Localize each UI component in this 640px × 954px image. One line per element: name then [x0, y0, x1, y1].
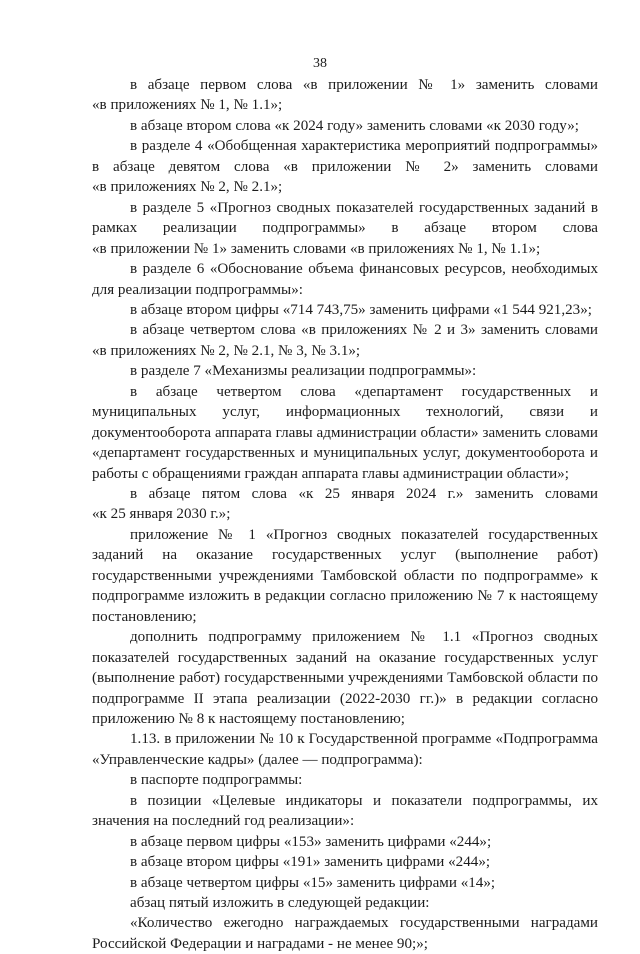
text-line: в абзаце четвертом слова «департамент государственных и — [130, 384, 598, 400]
text-line: дополнить подпрограмму приложением № 1.1 «Прогноз сводных — [130, 629, 598, 645]
text-line: работы с обращениями граждан аппарата главы администрации области»; — [92, 466, 569, 482]
text-line: в разделе 4 «Обобщенная характеристика мероприятий подпрограммы» — [130, 138, 598, 154]
text-line: муниципальных услуг, информационных технологий, связи и — [92, 404, 598, 420]
text-line: подпрограмме II этапа реализации (2022-2030 гг.)» в редакции согласно — [92, 691, 598, 707]
text-line: постановлению; — [92, 609, 197, 625]
page-number: 38 — [313, 56, 327, 71]
text-line: в паспорте подпрограммы: — [130, 772, 303, 788]
text-line: в абзаце четвертом цифры «15» заменить цифрами «14»; — [130, 875, 496, 891]
text-line: значения на последний год реализации»: — [92, 813, 355, 829]
text-line: для реализации подпрограммы»: — [92, 282, 303, 298]
text-line: в абзаце девятом слова «в приложении № 2» заменить словами — [92, 159, 598, 175]
text-line: (выполнение работ) государственными учреждениями Тамбовской области по — [92, 670, 598, 686]
text-line: в разделе 5 «Прогноз сводных показателей государственных заданий в — [130, 200, 598, 216]
text-line: «Количество ежегодно награждаемых государственными наградами — [130, 915, 598, 931]
text-line: в абзаце четвертом слова «в приложениях № 2 и 3» заменить словами — [130, 322, 598, 338]
text-line: Российской Федерации и наградами - не менее 90;»; — [92, 936, 428, 952]
text-line: заданий на оказание государственных услуг (выполнение работ) — [92, 547, 598, 563]
text-line: «Управленческие кадры» (далее — подпрограмма): — [92, 752, 423, 768]
text-line: подпрограмме изложить в редакции согласно приложению № 7 к настоящему — [92, 588, 598, 604]
text-line: в разделе 7 «Механизмы реализации подпрограммы»: — [130, 363, 477, 379]
text-line: «к 25 января 2030 г.»; — [92, 506, 231, 522]
text-line: рамках реализации подпрограммы» в абзаце втором слова — [92, 220, 598, 236]
text-line: приложение № 1 «Прогноз сводных показателей государственных — [130, 527, 598, 543]
text-line: в абзаце втором слова «к 2024 году» заменить словами «к 2030 году»; — [130, 118, 579, 134]
text-line: «в приложениях № 2, № 2.1, № 3, № 3.1»; — [92, 343, 361, 359]
text-line: абзац пятый изложить в следующей редакции: — [130, 895, 430, 911]
text-line: в абзаце пятом слова «к 25 января 2024 г.» заменить словами — [130, 486, 598, 502]
text-line: «в приложениях № 2, № 2.1»; — [92, 179, 283, 195]
text-line: в абзаце втором цифры «714 743,75» заменить цифрами «1 544 921,23»; — [130, 302, 592, 318]
text-line: в позиции «Целевые индикаторы и показатели подпрограммы, их — [130, 793, 598, 809]
text-line: 1.13. в приложении № 10 к Государственной программе «Подпрограмма — [130, 731, 598, 747]
text-line: приложению № 8 к настоящему постановлению; — [92, 711, 405, 727]
text-line: документооборота аппарата главы администрации области» заменить словами — [92, 425, 598, 441]
text-line: «департамент государственных и муниципальных услуг, документооборота и — [92, 445, 598, 461]
text-line: в абзаце первом слова «в приложении № 1» заменить словами — [130, 77, 598, 93]
text-line: в разделе 6 «Обоснование объема финансовых ресурсов, необходимых — [130, 261, 598, 277]
text-line: в абзаце втором цифры «191» заменить цифрами «244»; — [130, 854, 491, 870]
text-line: в абзаце первом цифры «153» заменить цифрами «244»; — [130, 834, 492, 850]
text-line: показателей государственных заданий на оказание государственных услуг — [92, 650, 598, 666]
text-line: «в приложении № 1» заменить словами «в приложениях № 1, № 1.1»; — [92, 241, 541, 257]
text-line: «в приложениях № 1, № 1.1»; — [92, 97, 283, 113]
text-line: государственными учреждениями Тамбовской области по подпрограмме» к — [92, 568, 598, 584]
